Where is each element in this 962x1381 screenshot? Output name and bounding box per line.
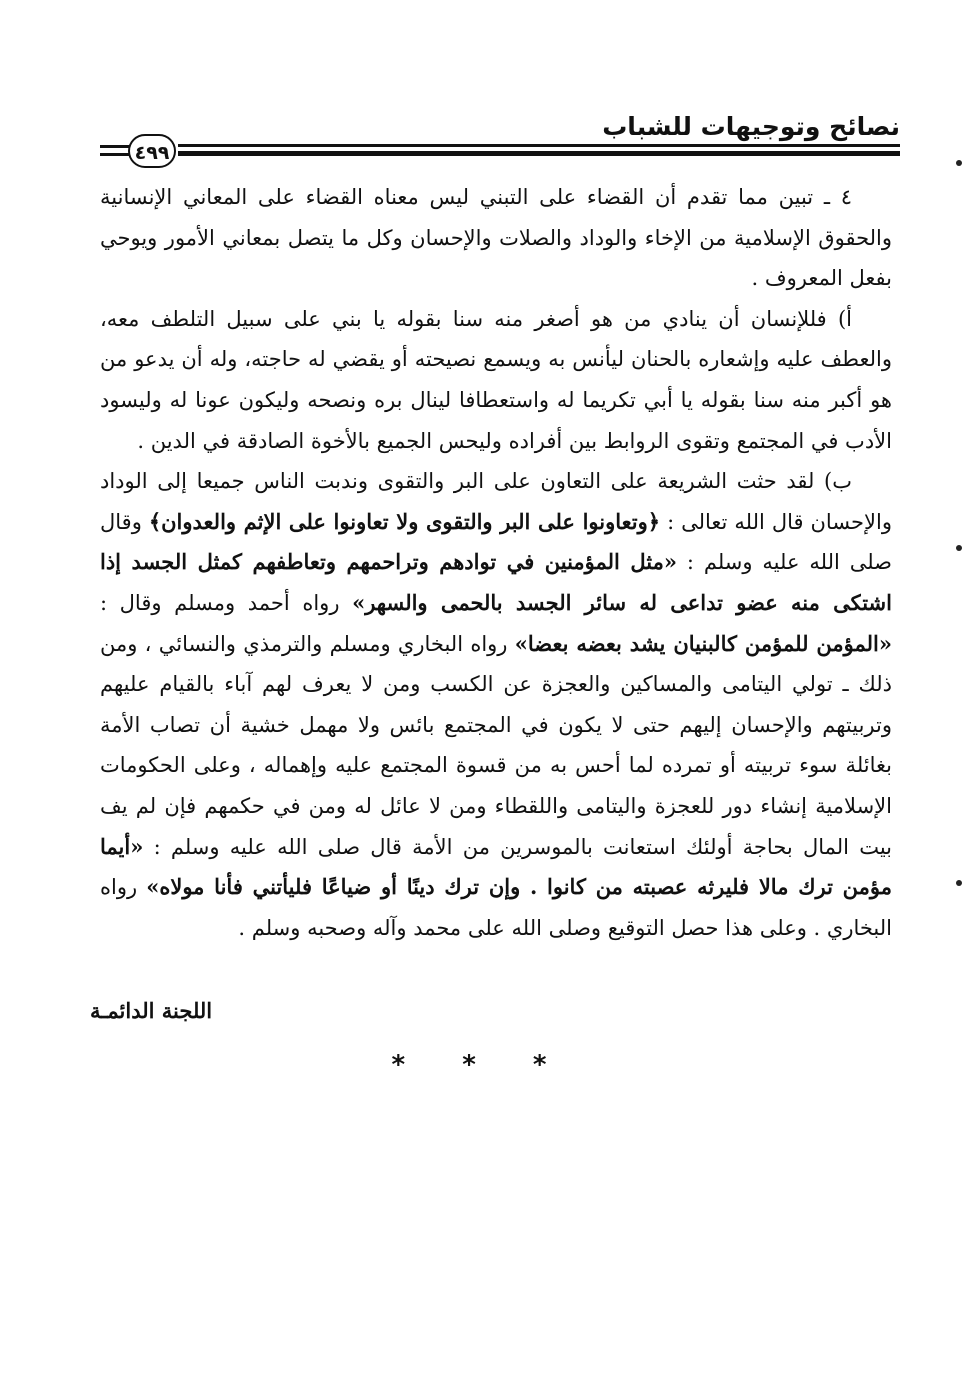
paragraph-text: ب) لقد حثت الشريعة على التعاون على البر والتقوى وندبت الناس جميعا إلى الوداد والإحسان قال الله تعالى : — [100, 469, 892, 534]
quoted-text: «مثل المؤمنين في توادهم وتراحمهم وتعاطفهم كمثل الجسد إذا اشتكى منه عضو تداعى له سائر الجسد بالحمى والسهر» — [100, 549, 892, 615]
quoted-text: ﴿وتعاونوا على البر والتقوى ولا تعاونوا على الإثم والعدوان﴾ — [148, 508, 661, 534]
paragraph-text: ٤ ـ تبين مما تقدم أن القضاء على التبني ليس معناه القضاء على المعاني الإنسانية والحقوق الإسلامية من الإخاء والوداد والصلات والإحسان وكل ما يتصل بمعاني الأمور ويوحي بفعل المعروف . — [100, 185, 892, 291]
margin-dot — [956, 880, 962, 886]
body-paragraph — [100, 177, 892, 299]
header-rule-top — [178, 144, 900, 147]
paragraph-text: رواه البخاري . وعلى هذا حصل التوقيع وصلى الله على محمد وآله وصحبه وسلم . — [100, 875, 892, 940]
header-rule-bottom — [178, 151, 900, 156]
paragraph-text: وقال صلى الله عليه وسلم : — [100, 509, 892, 575]
committee-signature: اللجنة الدائمـة — [90, 998, 213, 1023]
paragraph-text: رواه أحمد ومسلم وقال : — [100, 590, 353, 615]
header-rule-left-bottom — [100, 153, 130, 156]
fatwa-body-text — [100, 177, 892, 948]
quoted-text: «أيما مؤمن ترك مالا فليرثه عصبته من كانوا . وإن ترك دينًا أو ضياعًا فليأتني فأنا مولاه» — [100, 833, 893, 900]
header-rule-left-top — [100, 145, 130, 148]
section-separator-stars: * * * — [391, 1050, 571, 1080]
paragraph-text: أ) فللإنسان أن ينادي من هو أصغر منه سنا بقوله يا بني على سبيل التلطف معه، والعطف عليه وإشعاره بالحنان ليأنس به ويسمع نصيحته أو يقضي له حاجته، وله أن يدعو من هو أكبر منه سنا بقوله يا أبي تكريما له واستعطافا لينال بره ونصحه وليكون عونا له وليسود الأدب في المجتمع وتقوى الروابط بين أفراده وليحس الجميع بالأخوة الصادقة في الدين . — [100, 306, 892, 453]
quoted-text: «المؤمن للمؤمن كالبنيان يشد بعضه بعضا» — [514, 630, 893, 656]
body-paragraph — [100, 299, 892, 461]
body-paragraph — [100, 461, 892, 948]
margin-dot — [956, 160, 962, 166]
paragraph-text: رواه البخاري ومسلم والترمذي والنسائي ، ومن ذلك ـ تولي اليتامى والمساكين والعجزة عن الكسب ومن لا يعرف لهم آباء بالقيام عليهم وتربيتهم والإحسان إليهم حتى لا يكون في المجتمع بائس ولا مهمل خشية أن تصاب الأمة بغائلة سوء تربيته أو تمرده لما أحس به من قسوة المجتمع عليه وإهماله ، وعلى الحكومات الإسلامية إنشاء دور للعجزة واليتامى واللقطاء ومن لا عائل له ومن في حكمهم فإن لم يف بيت المال بحاجة أولئك استعانت بالموسرين من الأمة قال صلى الله عليه وسلم : — [100, 631, 892, 859]
page-number-badge: ٤٩٩ — [128, 134, 176, 168]
running-header-title: نصائح وتوجيهات للشباب — [602, 112, 900, 141]
margin-dot — [956, 545, 962, 551]
